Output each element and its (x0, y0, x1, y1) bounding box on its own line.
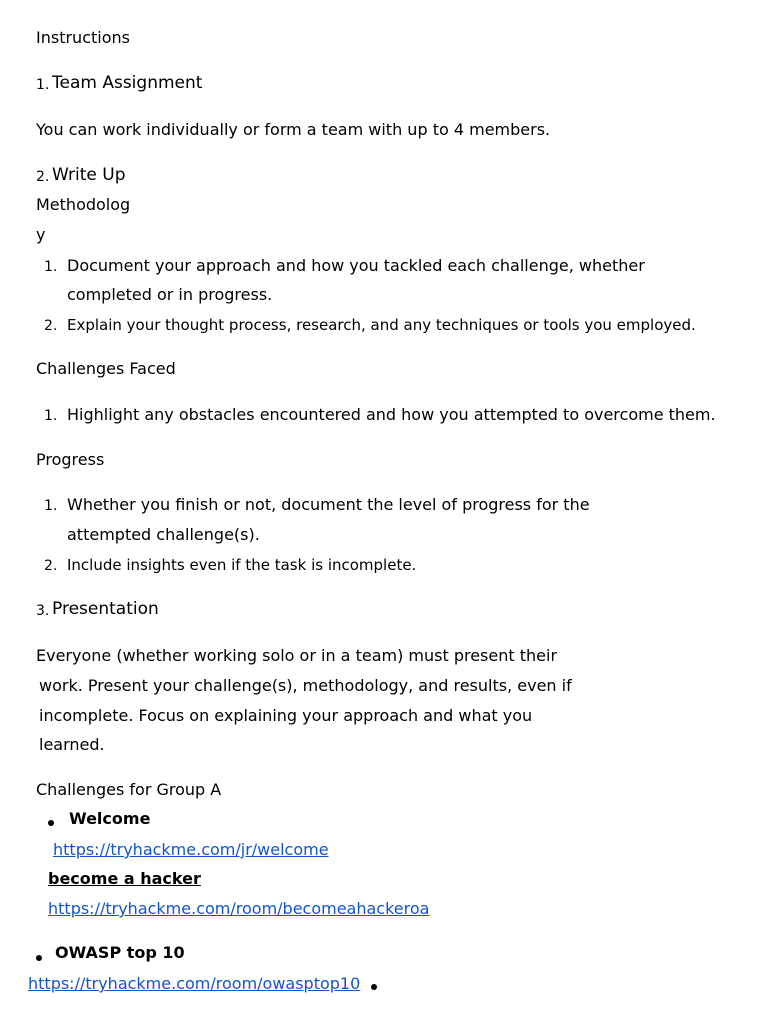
section-1-body: You can work individually or form a team with up to 4 members. (36, 120, 551, 139)
section-3-number: 3. (36, 603, 50, 619)
section-1-number: 1. (36, 77, 50, 93)
presentation-body-line: Everyone (whether working solo or in a team) must present their (36, 646, 558, 665)
list-item-number: 2. (44, 558, 58, 574)
list-item-text: Document your approach and how you tackled each challenge, whether (67, 256, 645, 275)
page-heading: Instructions (36, 28, 130, 47)
bullet-icon (371, 984, 377, 990)
challenges-faced-heading: Challenges Faced (36, 359, 176, 378)
methodology-heading-line2: y (36, 225, 46, 244)
presentation-body-line: learned. (39, 735, 105, 754)
methodology-heading-line1: Methodolog (36, 195, 131, 214)
group-a-heading: Challenges for Group A (36, 780, 222, 799)
owasp-link[interactable]: https://tryhackme.com/room/owasptop10 (28, 974, 361, 993)
list-item-number: 1. (44, 408, 58, 424)
become-hacker-link[interactable]: https://tryhackme.com/room/becomeahackeroa (48, 899, 430, 918)
list-item-text: Whether you finish or not, document the level of progress for the (67, 495, 590, 514)
owasp-label: OWASP top 10 (55, 943, 185, 962)
section-3-title: Presentation (52, 599, 159, 619)
presentation-body-line: incomplete. Focus on explaining your approach and what you (39, 706, 533, 725)
list-item-number: 1. (44, 498, 58, 514)
list-item-text-continued: completed or in progress. (67, 285, 273, 304)
list-item-text: Include insights even if the task is incomplete. (67, 556, 417, 574)
list-item-number: 2. (44, 318, 58, 334)
section-2-title: Write Up (52, 165, 126, 185)
welcome-label: Welcome (69, 809, 151, 828)
progress-heading: Progress (36, 450, 105, 469)
list-item-number: 1. (44, 259, 58, 275)
presentation-body-line: work. Present your challenge(s), methodology, and results, even if (39, 676, 572, 695)
list-item-text-continued: attempted challenge(s). (67, 525, 260, 544)
bullet-icon (48, 820, 54, 826)
welcome-link[interactable]: https://tryhackme.com/jr/welcome (53, 840, 329, 859)
section-1-title: Team Assignment (52, 73, 203, 93)
section-2-number: 2. (36, 169, 50, 185)
list-item-text: Highlight any obstacles encountered and how you attempted to overcome them. (67, 405, 716, 424)
bullet-icon (36, 955, 42, 961)
become-hacker-label: become a hacker (48, 869, 201, 888)
list-item-text: Explain your thought process, research, and any techniques or tools you employed. (67, 316, 696, 334)
